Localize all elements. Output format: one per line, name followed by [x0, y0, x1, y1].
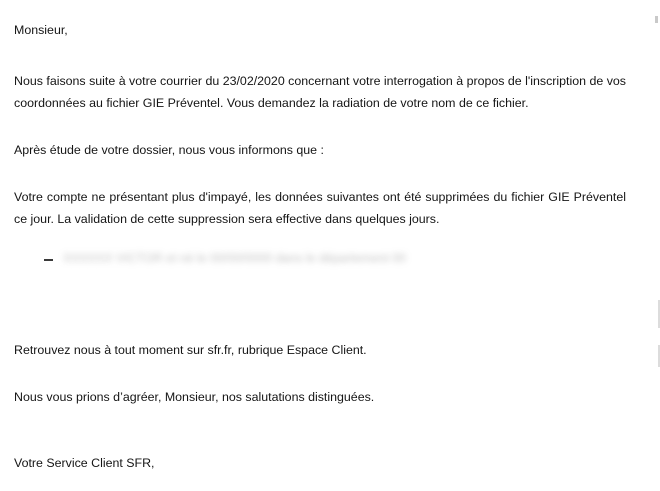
- content-spacer: [14, 278, 626, 340]
- salutation-line: Monsieur,: [14, 23, 68, 37]
- bullet-dash-icon: [44, 259, 53, 261]
- paragraph-espace-client: Retrouvez nous à tout moment sur sfr.fr, rubrique Espace Client.: [14, 342, 367, 357]
- paragraph-deletion: Votre compte ne présentant plus d'impayé, les données suivantes ont été supprimées du fichier GIE Préventel ce jour. La validation de cette suppression sera effective dans quelques jours.: [14, 190, 626, 226]
- scroll-indicator[interactable]: [655, 16, 658, 23]
- paragraph-closing: Nous vous prions d’agréer, Monsieur, nos salutations distinguées.: [14, 390, 375, 405]
- redacted-list-item: [44, 248, 626, 278]
- paragraph-reference: Nous faisons suite à votre courrier du 23/02/2020 concernant votre interrogation à propos de l'inscription de vos coordonnées au fichier GIE Préventel. Vous demandez la radiation de votre nom de ce fichier.: [14, 74, 626, 110]
- redacted-personal-data: XXXXXX VICTOR et né le 00/00/0000 dans le département 00: [63, 250, 406, 265]
- paragraph-intro: Après étude de votre dossier, nous vous informons que :: [14, 142, 324, 157]
- signature-line: Votre Service Client SFR,: [14, 455, 155, 470]
